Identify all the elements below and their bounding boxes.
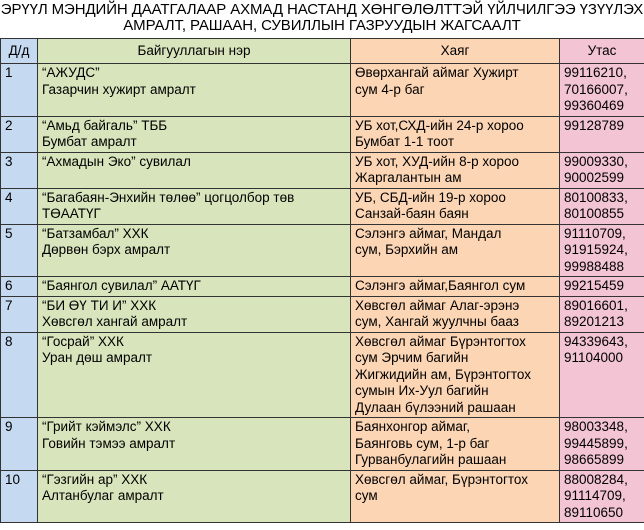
organization-name	[38, 224, 351, 277]
phone	[560, 470, 644, 523]
phone-line: 91915924,	[564, 242, 628, 257]
organization-name	[38, 277, 351, 297]
address-line: Дулаан бүлээний рашаан	[355, 399, 516, 415]
organization-name	[38, 116, 351, 152]
address	[351, 296, 560, 332]
address-line: Сэлэнгэ аймаг, Мандал	[355, 225, 502, 241]
address	[351, 116, 560, 152]
address	[351, 64, 560, 117]
phone-line: 99215459	[564, 278, 625, 293]
phone-line: 99360469	[564, 98, 625, 113]
address-line: сум	[355, 488, 378, 503]
organization-name-line: “БИ ӨҮ ТИ И” ХХК	[42, 297, 157, 313]
address	[351, 277, 560, 297]
address-line: сум, Бэрхийн ам	[355, 242, 459, 257]
organization-name	[38, 188, 351, 224]
organization-name	[38, 418, 351, 471]
phone	[560, 277, 644, 297]
organization-name	[38, 296, 351, 332]
address-line: Хөвсгөл аймаг, Бүрэнтогтох	[355, 471, 529, 487]
organization-name-line: Дөрвөн бэрх амралт	[42, 242, 171, 257]
phone-line: 99445899,	[564, 435, 628, 451]
header-address: Хаяг	[351, 39, 560, 64]
address-line: Баянхонгор аймаг,	[355, 419, 470, 434]
phone-line: 89110650	[564, 504, 624, 520]
table-body	[1, 64, 644, 523]
address-line: Жигжидийн ам, Бүрэнтогтох	[355, 366, 532, 382]
address	[351, 188, 560, 224]
row-number: 2	[1, 116, 38, 152]
phone-line: 99116210,	[564, 65, 627, 80]
organization-name	[38, 64, 351, 117]
address-line: сум Эрчим багийн	[355, 350, 469, 365]
row-number: 9	[1, 418, 38, 471]
address	[351, 224, 560, 277]
row-number: 5	[1, 224, 38, 277]
phone-line: 98665899	[564, 452, 625, 467]
phone-line: 70166007,	[564, 81, 628, 97]
table-row	[1, 188, 644, 224]
address	[351, 152, 560, 188]
table-row	[1, 470, 644, 523]
table-row	[1, 296, 644, 332]
table-row	[1, 277, 644, 297]
phone-line: 80100833,	[564, 189, 628, 205]
organization-name-line: “АЖУДС”	[42, 65, 100, 80]
phone-line: 91104000	[564, 350, 624, 365]
phone	[560, 224, 644, 277]
address-line: сум 4-р баг	[355, 81, 425, 97]
organization-name-line: “Амьд байгаль” ТББ	[42, 117, 168, 133]
row-number: 10	[1, 470, 38, 523]
address-line: Баянговь сум, 1-р баг	[355, 435, 490, 451]
organization-name-line: Алтанбулаг амралт	[42, 488, 164, 503]
page-title	[0, 0, 644, 38]
phone	[560, 116, 644, 152]
organization-name-line: Хөвсгөл хангай амралт	[42, 314, 188, 329]
organization-name-line: ТӨААТҮГ	[42, 206, 101, 221]
table-row	[1, 418, 644, 471]
address	[351, 418, 560, 471]
phone-line: 98003348,	[564, 419, 628, 434]
phone	[560, 152, 644, 188]
table-row	[1, 116, 644, 152]
phone-line: 99128789	[564, 117, 625, 133]
phone-line: 89201213	[564, 314, 625, 329]
organization-name-line: Уран дөш амралт	[42, 350, 153, 365]
organization-name	[38, 470, 351, 523]
organization-name	[38, 332, 351, 418]
phone-line: 91110709,	[564, 225, 626, 241]
address-line: сумын Их-Уул багийн	[355, 383, 489, 398]
row-number: 4	[1, 188, 38, 224]
address-line: Хөвсгөл аймаг Бүрэнтогтох	[355, 333, 526, 349]
row-number: 3	[1, 152, 38, 188]
phone	[560, 64, 644, 117]
table-row	[1, 224, 644, 277]
address-line: Санзай-баян баян	[355, 206, 469, 221]
organization-name-line: Газарчин хужирт амралт	[42, 81, 196, 97]
row-number: 6	[1, 277, 38, 297]
phone-line: 89016601,	[564, 297, 628, 313]
table-header-row	[1, 39, 644, 64]
address-line: сум, Хангай жуулчны бааз	[355, 314, 519, 329]
table-row	[1, 64, 644, 117]
table-row	[1, 332, 644, 418]
header-phone: Утас	[560, 39, 644, 64]
phone	[560, 332, 644, 418]
address	[351, 332, 560, 418]
organization-name-line: Бумбат амралт	[42, 134, 137, 149]
phone-line: 88008284,	[564, 471, 628, 487]
organization-name-line: “Ахмадын Эко” сувилал	[42, 153, 191, 169]
phone-line: 90002599	[564, 170, 625, 185]
address	[351, 470, 560, 523]
title-line-1: ЭРҮҮЛ МЭНДИЙН ДААТГАЛААР АХМАД НАСТАНД ХӨНГӨЛӨЛТТЭЙ ҮЙЛЧИЛГЭЭ ҮЗҮҮЛЭХ	[0, 1, 644, 18]
address-line: Сэлэнгэ аймаг,Баянгол сум	[355, 278, 526, 293]
row-number: 8	[1, 332, 38, 418]
address-line: УБ, СБД-ийн 19-р хороо	[355, 189, 506, 205]
address-line: УБ хот, ХУД-ийн 8-р хороо	[355, 153, 519, 169]
phone-line: 94339643,	[564, 333, 628, 349]
address-line: Гурванбулагийн рашаан	[355, 452, 507, 467]
title-line-2: АМРАЛТ, РАШААН, СУВИЛЛЫН ГАЗРУУДЫН ЖАГСААЛТ	[123, 17, 521, 34]
header-number: Д/д	[1, 39, 38, 64]
organization-name-line: “Грийт кэймэлс” ХХК	[42, 419, 171, 434]
organization-name-line: “Госрай” ХХК	[42, 333, 124, 349]
organization-name-line: “Баянгол сувилал” ААТҮГ	[42, 278, 201, 293]
phone-line: 99009330,	[564, 153, 628, 169]
table-row	[1, 152, 644, 188]
phone-line: 91114709,	[564, 488, 626, 503]
resort-list-table	[0, 38, 644, 523]
address-line: Хөвсгөл аймаг Алаг-эрэнэ	[355, 297, 520, 313]
address-line: Жаргалантын ам	[355, 170, 462, 185]
row-number: 1	[1, 64, 38, 117]
organization-name-line: Говийн тэмээ амралт	[42, 435, 176, 451]
organization-name-line: “Гэзгийн ар” ХХК	[42, 471, 148, 487]
phone-line: 80100855	[564, 206, 625, 221]
phone	[560, 296, 644, 332]
address-line: Өвөрхангай аймаг Хужирт	[355, 65, 519, 80]
organization-name	[38, 152, 351, 188]
phone	[560, 188, 644, 224]
organization-name-line: “Батзамбал” ХХК	[42, 225, 149, 241]
address-line: Бумбат 1-1 тоот	[355, 134, 455, 149]
organization-name-line: “Багабаян-Энхийн төлөө” цогцолбор төв	[42, 189, 295, 205]
address-line: УБ хот,СХД-ийн 24-р хороо	[355, 117, 524, 133]
phone	[560, 418, 644, 471]
header-organization-name: Байгууллагын нэр	[38, 39, 351, 64]
phone-line: 99988488	[564, 258, 625, 274]
row-number: 7	[1, 296, 38, 332]
